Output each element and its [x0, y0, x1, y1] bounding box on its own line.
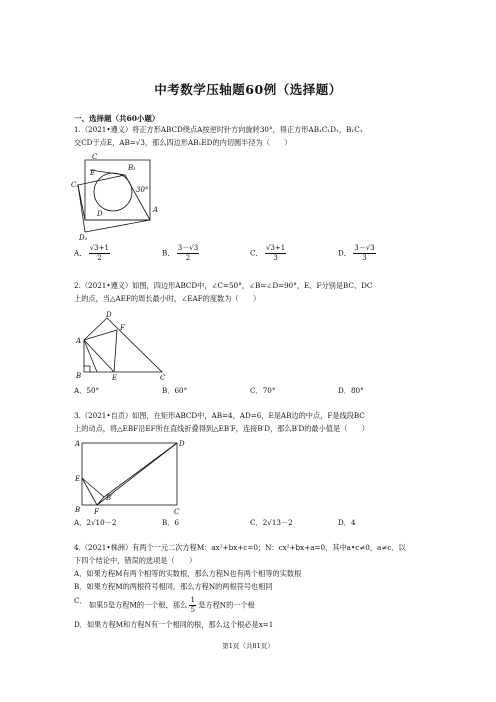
option-label: A．	[74, 518, 87, 527]
label-d: D	[97, 210, 103, 218]
label-f: F	[120, 324, 125, 332]
label-c: C	[160, 374, 166, 380]
rectangle-abcd	[82, 443, 177, 505]
label-e: E	[75, 475, 81, 483]
question-4-text	[74, 542, 426, 567]
option-value: 70°	[262, 386, 276, 395]
fraction-numerator: √3+1	[265, 244, 286, 252]
fraction-denominator: 2	[97, 254, 102, 262]
inscribed-circle	[94, 173, 132, 211]
option-c[interactable]	[250, 518, 293, 528]
option-label: B．	[162, 248, 175, 258]
fraction	[89, 244, 110, 263]
question-4-line-1: 4.（2021•株洲）有两个一元二次方程M：ax²+bx+c=0；N：cx²+bx+a=0，其中a•c≠0，a≠c．以	[74, 543, 406, 552]
question-2-line-1: 2.（2021•遵义）如图，四边形ABCD中，∠C=50°，∠B=∠D=90°，E、F分别是BC、DC	[74, 281, 373, 290]
edge-d1-a	[85, 220, 150, 232]
option-value: 80°	[350, 386, 364, 395]
question-1-figure	[70, 150, 180, 240]
fraction-denominator: 5	[190, 606, 195, 614]
option-a[interactable]	[74, 244, 110, 263]
option-label: D．	[338, 248, 351, 258]
label-a: A	[153, 206, 159, 214]
option-d[interactable]	[338, 244, 376, 263]
label-angle: 30°	[136, 186, 149, 194]
fraction	[353, 244, 375, 263]
question-3-line-1: 3.（2021•自贡）如图，在矩形ABCD中，AB=4，AD=6，E是AB边的中点，F是线段BC	[74, 411, 365, 420]
option-d[interactable]	[338, 386, 364, 396]
fraction	[189, 596, 195, 615]
label-b-prime: B′	[106, 494, 113, 502]
option-c[interactable]	[250, 244, 286, 263]
page-title: 中考数学压轴题60例（选择题）	[154, 82, 342, 97]
option-d[interactable]: D．如果方程M和方程N有一个相同的根，那么这个根必是x=1	[74, 620, 274, 629]
option-a[interactable]: A．如果方程M有两个相等的实数根，那么方程N也有两个相等的实数根	[74, 569, 302, 578]
question-3-text	[74, 410, 426, 435]
option-label: C．	[250, 386, 263, 395]
label-c1: C₁	[71, 181, 80, 189]
option-d[interactable]	[338, 518, 356, 528]
option-b[interactable]	[162, 386, 187, 396]
label-c: C	[174, 508, 180, 516]
question-3-line-2: 上的动点，将△EBF沿EF所在直线折叠得到△EB′F，连接B′D，那么B′D的最小值是（ ）	[74, 423, 369, 433]
label-c: C	[92, 153, 98, 161]
option-c[interactable]	[250, 386, 275, 396]
segment-ae	[84, 340, 114, 372]
option-b[interactable]	[162, 518, 179, 528]
segment-ef	[82, 478, 97, 505]
label-b: B	[75, 506, 81, 514]
right-angle-mark	[84, 366, 90, 372]
fraction-numerator: 3－√3	[177, 244, 199, 252]
label-d: D	[179, 440, 185, 448]
option-value: 2√13－2	[262, 518, 293, 527]
option-a[interactable]	[74, 386, 99, 396]
fraction-numerator: 3－√3	[354, 244, 375, 252]
option-label: C．	[74, 596, 87, 605]
option-c[interactable]	[74, 596, 255, 615]
label-e: E	[90, 169, 96, 177]
fraction-denominator: 3	[362, 254, 367, 262]
label-d1: D₁	[79, 234, 88, 240]
label-a: A	[75, 440, 81, 448]
option-label: A．	[74, 248, 87, 258]
option-c-post: 是方程N的一个根	[198, 600, 255, 610]
label-b: B	[76, 372, 82, 380]
label-e: E	[112, 374, 118, 380]
question-3-figure	[72, 438, 192, 516]
label-b1: B₁	[128, 164, 136, 172]
label-d: D	[106, 311, 112, 319]
option-c-pre: 如果5是方程M的一个根，那么	[88, 600, 188, 610]
option-label: B．	[162, 518, 175, 527]
page-footer: 第1页（共81页）	[222, 642, 274, 650]
question-1-text	[74, 124, 426, 149]
question-1-line-2: 交CD于点E，AB=√3，那么四边形AB₁ED的内切圆半径为（ ）	[74, 137, 292, 147]
option-b[interactable]	[162, 244, 199, 263]
option-b[interactable]: B．如果方程M的两根符号相同，那么方程N的两根符号也相同	[74, 582, 273, 591]
edge-c1-d1	[78, 185, 85, 232]
section-heading: 一、选择题（共60小题）	[74, 114, 160, 123]
fraction	[177, 244, 199, 263]
option-label: A．	[74, 386, 87, 395]
fraction-denominator: 3	[273, 254, 278, 262]
option-label: D．	[338, 386, 351, 395]
option-value: 50°	[86, 386, 100, 395]
option-value: 60°	[174, 386, 188, 395]
question-2-figure	[72, 310, 172, 380]
label-f: F	[94, 508, 99, 516]
question-2-line-2: 上的点，当△AEF的周长最小时，∠EAF的度数为（ ）	[74, 293, 261, 303]
segment-ef	[114, 330, 117, 372]
label-a: A	[76, 337, 82, 345]
rotated-square	[78, 175, 150, 220]
option-label: D．	[338, 518, 351, 527]
fraction	[265, 244, 286, 263]
segment-eb-prime	[82, 478, 104, 497]
option-value: 6	[174, 518, 180, 527]
fraction-denominator: 2	[185, 254, 191, 262]
question-2-text	[74, 280, 426, 305]
option-label: B．	[162, 386, 175, 395]
option-value: 4	[350, 518, 356, 527]
fraction-numerator: 1	[190, 596, 195, 604]
question-4-line-2: 下四个结论中，错误的选项是（ ）	[74, 555, 197, 565]
option-label: C．	[250, 518, 263, 527]
option-label: C．	[250, 248, 263, 258]
question-1-line-1: 1.（2021•遵义）将正方形ABCD绕点A按逆时针方向旋转30°，得正方形AB₁C₁D₁，B₁C₁	[74, 125, 363, 134]
option-a[interactable]	[74, 518, 116, 528]
fraction-numerator: √3+1	[89, 244, 109, 252]
segment-helper	[84, 340, 97, 372]
option-value: 2√10－2	[86, 518, 117, 527]
